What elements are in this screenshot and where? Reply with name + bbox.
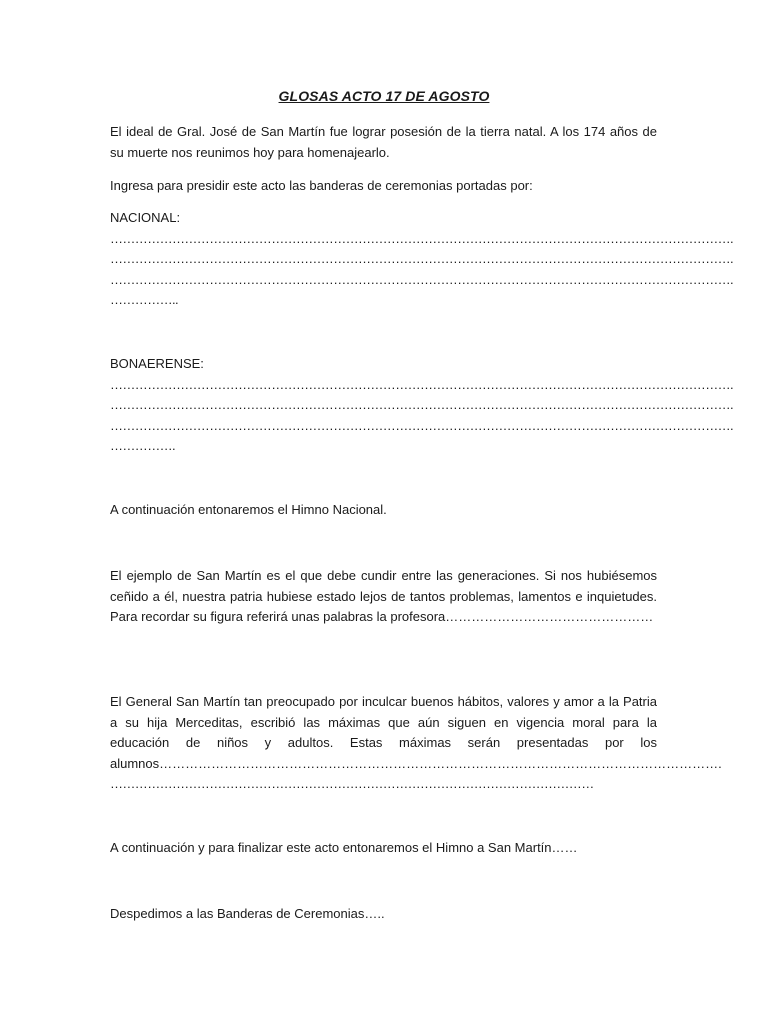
- bonaerense-blank-line: …………….: [110, 438, 176, 453]
- flags-intro-paragraph: Ingresa para presidir este acto las banderas de ceremonias portadas por:: [110, 178, 533, 193]
- bonaerense-label: BONAERENSE:: [110, 356, 204, 371]
- nacional-blank-line: …………………………………………………………………………………………………………………………………….: [110, 251, 734, 266]
- himno-san-martin-paragraph: A continuación y para finalizar este acto entonaremos el Himno a San Martín……: [110, 840, 578, 855]
- maximas-section: [110, 692, 722, 795]
- intro-paragraph: El ideal de Gral. José de San Martín fue lograr posesión de la tierra natal. A los 174 años de su muerte nos reunimos hoy para homenajearlo.: [110, 124, 657, 160]
- maximas-paragraph: El General San Martín tan preocupado por inculcar buenos hábitos, valores y amor a la Patria a su hija Merceditas, escribió las máximas que aún siguen en vigencia moral para la educación de niños y adultos. Estas máximas serán presentadas por los alumnos………………………………………………………………………………………………………………….: [110, 694, 722, 771]
- maximas-blank-line: ………………………………………………………………………………………………………: [110, 776, 594, 791]
- despedida-paragraph: Despedimos a las Banderas de Ceremonias…..: [110, 906, 385, 921]
- bonaerense-section: [110, 354, 734, 457]
- nacional-label: NACIONAL:: [110, 210, 181, 225]
- bonaerense-blank-line: …………………………………………………………………………………………………………………………………….: [110, 376, 734, 392]
- ejemplo-paragraph: El ejemplo de San Martín es el que debe cundir entre las generaciones. Si nos hubiésemos ceñido a él, nuestra patria hubiese estado lejos de tantos problemas, lamentos e inquietudes. Para recordar su figura referirá unas palabras la profesora…………………………………………: [110, 568, 657, 624]
- document-title: GLOSAS ACTO 17 DE AGOSTO: [278, 88, 490, 104]
- himno-nacional-paragraph: A continuación entonaremos el Himno Nacional.: [110, 502, 387, 517]
- nacional-blank-line: …………………………………………………………………………………………………………………………………….: [110, 271, 734, 287]
- bonaerense-blank-line: …………………………………………………………………………………………………………………………………….: [110, 417, 734, 433]
- nacional-section: [110, 208, 734, 311]
- nacional-blank-line: …………………………………………………………………………………………………………………………………….: [110, 230, 734, 246]
- nacional-blank-line: ……………..: [110, 292, 179, 307]
- bonaerense-blank-line: …………………………………………………………………………………………………………………………………….: [110, 397, 734, 412]
